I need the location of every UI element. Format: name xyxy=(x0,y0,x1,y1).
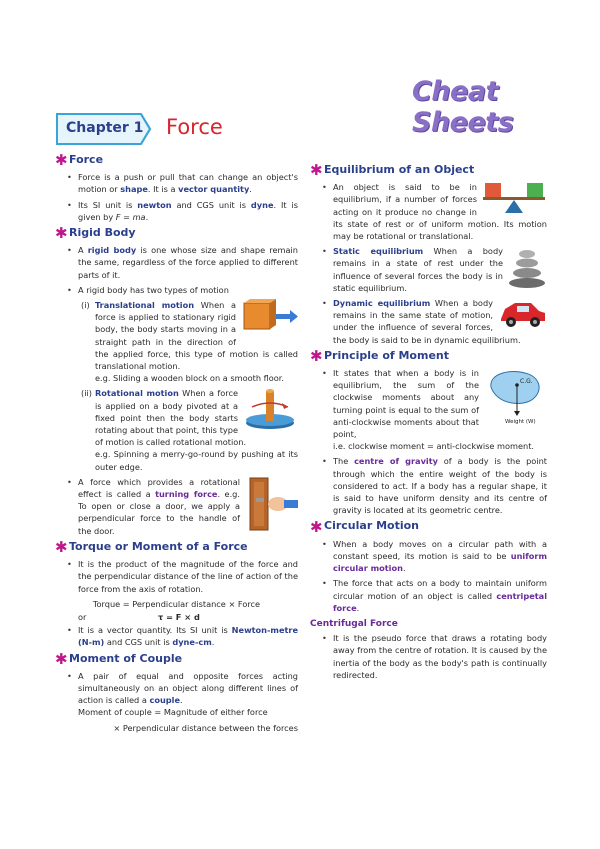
list-item: • Force is a push or pull that can change an object's motion or shape. It is a vector quantity. xyxy=(55,171,298,195)
weight-label: Weight (W) xyxy=(505,419,536,426)
centre-of-gravity-diagram xyxy=(483,367,547,425)
section-title: Moment of Couple xyxy=(69,651,183,665)
section-title: Equilibrium of an Object xyxy=(324,163,475,176)
stacked-stones-icon xyxy=(507,245,547,289)
list-item: • Static equilibrium When a body remains in a state of rest under the influence of several forces the body is in static equilibrium. xyxy=(310,245,547,294)
star-icon: ✱ xyxy=(55,151,68,170)
list-item: • Its SI unit is newton and CGS unit is dyne. It is given by F = ma. xyxy=(55,199,298,223)
star-icon: ✱ xyxy=(310,346,323,365)
sliding-block-icon xyxy=(240,299,298,335)
section-equilibrium xyxy=(310,161,547,180)
star-icon: ✱ xyxy=(310,161,323,180)
chapter-title: Force xyxy=(166,115,223,139)
section-couple xyxy=(55,649,298,668)
section-title: Circular Motion xyxy=(324,519,419,533)
star-icon: ✱ xyxy=(310,517,323,536)
section-title: Rigid Body xyxy=(69,226,136,240)
door-handle-icon xyxy=(244,476,298,532)
cg-label: • C.G. xyxy=(520,378,533,386)
torque-equation: Torque = Perpendicular distance × Force xyxy=(92,598,261,609)
list-item: • A rigid body has two types of motion xyxy=(55,284,298,296)
section-title: Torque or Moment of a Force xyxy=(69,539,248,553)
section-torque xyxy=(55,537,298,556)
section-circular-motion xyxy=(310,517,547,536)
chapter-label: Chapter 1 xyxy=(66,120,144,136)
list-item: • Dynamic equilibrium When a body remains in the same state of motion, under the influence of several forces, the body is said to be in dynamic equilibrium. xyxy=(310,297,547,346)
list-item: • An object is said to be in equilibrium, if a number of forces acting on it produce no change in its state of rest or of uniform motion. Its motion may be rotational or translational. xyxy=(310,181,547,242)
section-title: Force xyxy=(69,153,104,166)
list-item: • It is a vector quantity. Its SI unit is Newton-metre (N-m) and CGS unit is dyne-cm. xyxy=(55,624,298,648)
star-icon: ✱ xyxy=(55,537,68,556)
list-item: • It is the pseudo force that draws a rotating body away from the centre of rotation. It is caused by the inertia of the body as the body's path is continually redirected. xyxy=(310,632,547,681)
section-title: Principle of Moment xyxy=(324,348,450,362)
cheat-sheets-logo: Cheat Sheets xyxy=(412,76,514,138)
list-item: • A pair of equal and opposite forces acting simultaneously on an object along different lines of action is called a couple. Moment of couple = Magnitude of either force xyxy=(55,670,298,719)
left-column xyxy=(55,150,298,734)
merry-go-round-icon xyxy=(242,387,298,431)
star-icon: ✱ xyxy=(55,224,68,243)
section-principle-of-moment xyxy=(310,346,547,365)
right-column xyxy=(310,160,547,684)
balance-seesaw-icon xyxy=(481,181,547,215)
sub-item-rotational: (ii) Rotational motion When a force is applied on a body pivoted at a fixed point then the body starts rotating about that point, this type of motion is called rotational motion. e.g. Spinning a merry-go-round by pushing at its outer edge. xyxy=(81,388,298,472)
couple-equation-line2: × Perpendicular distance between the forces xyxy=(113,722,298,733)
list-item: • C.G. Weight (W) It states that when a body is in equilibrium, the sum of the clockwise moments about any turning point is equal to the sum of anti-clockwise moments about that point, i.e. clockwise moment = anti-clockwise moment. xyxy=(310,367,547,452)
car-icon xyxy=(497,297,547,331)
centrifugal-force-heading: Centrifugal Force xyxy=(310,618,398,629)
section-force xyxy=(55,151,298,170)
sub-item-translational: (i) Translational motion When a force is applied to stationary rigid body, the body starts moving in a straight path in the direction of the applied force, this type of motion is called translational motion. e.g. Sliding a wooden block on a smooth floor. xyxy=(81,300,298,384)
list-item: • The force that acts on a body to maintain uniform circular motion of an object is called centripetal force. xyxy=(310,577,547,614)
chapter-badge xyxy=(55,112,152,146)
list-item: • It is the product of the magnitude of the force and the perpendicular distance of the line of action of the force from the axis of rotation. xyxy=(55,558,298,595)
list-item: • A force which provides a rotational effect is called a turning force. e.g. To open or close a door, we apply a perpendicular force to the handle of the door. xyxy=(55,476,298,537)
list-item: • When a body moves on a circular path with a constant speed, its motion is said to be uniform circular motion. xyxy=(310,538,547,575)
torque-equation-alt: or τ = F × d xyxy=(78,611,200,622)
list-item: • A rigid body is one whose size and shape remain the same, regardless of the force applied to different parts of it. xyxy=(55,244,298,281)
star-icon: ✱ xyxy=(55,649,68,668)
list-item: • The centre of gravity of a body is the point through which the entire weight of the body is considered to act. If a body has a regular shape, it is said to have uniform density and its centre of gravity is located at its geometric centre. xyxy=(310,455,547,516)
section-rigid-body xyxy=(55,224,298,243)
